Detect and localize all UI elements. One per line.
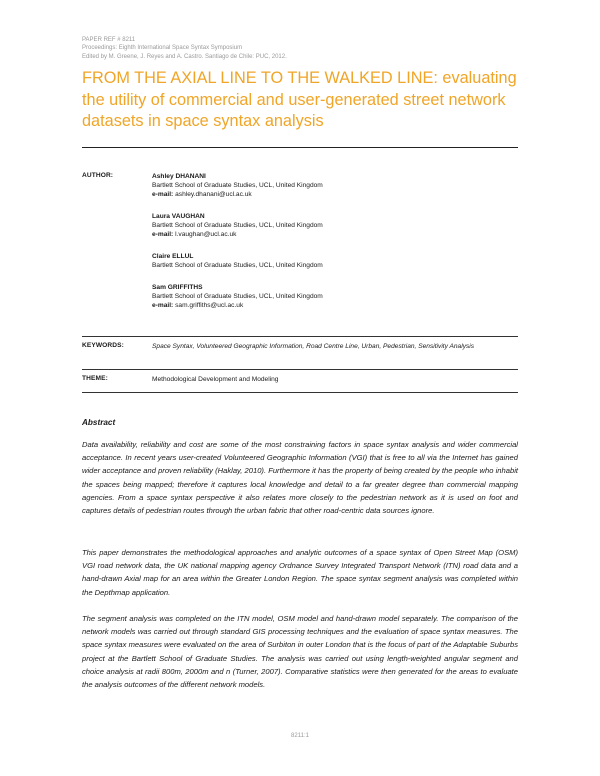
author-email-line	[152, 190, 518, 199]
author-entry	[152, 283, 518, 310]
author-affiliation: Bartlett School of Graduate Studies, UCL, United Kingdom	[152, 222, 323, 229]
author-email[interactable]: sam.griffiths@ucl.ac.uk	[175, 302, 244, 309]
author-list	[152, 172, 518, 323]
abstract-paragraph: The segment analysis was completed on the ITN model, OSM model and hand-drawn model separately. The comparison of the network models was carried out through standard GIS processing techniques and the evaluation of space syntax measures. The space syntax measures were evaluated on the area of Surbiton in outer London that is the focus of part of the Adaptable Suburbs project at the Bartlett School of Graduate Studies. The analysis was carried out using length-weighted angular segment and choice analysis at radii 800m, 2000m and n (Turner, 2007). Comparative statistics were then generated for the areas to evaluate the analysis outcomes of the different network models.	[82, 614, 518, 690]
abstract-paragraph: Data availability, reliability and cost are some of the most constraining factors in space syntax analysis and wider commercial acceptance. In recent years user-created Volunteered Geographic Information (VGI) that is free to all via the Internet has gained wider acceptance and proven reliability (Haklay, 2010). Furthermore it has the property of being created by the people who inhabit the spaces being mapped; therefore it captures local knowledge and detail to a far greater degree than commercial mapping agencies. From a space syntax perspective it also relates more closely to the pedestrian network as it is used on foot and captures details of pedestrian routes through the urban fabric that other road-centric data sources ignore.	[82, 440, 518, 516]
author-name: Ashley DHANANI	[152, 173, 206, 180]
editors-line: Edited by M. Greene, J. Reyes and A. Castro. Santiago de Chile: PUC, 2012.	[82, 53, 287, 60]
author-affiliation: Bartlett School of Graduate Studies, UCL, United Kingdom	[152, 293, 323, 300]
theme-value: Methodological Development and Modeling	[152, 376, 279, 383]
author-email-line	[152, 301, 518, 310]
author-entry	[152, 252, 518, 270]
author-affiliation: Bartlett School of Graduate Studies, UCL, United Kingdom	[152, 262, 323, 269]
proceedings-line: Proceedings: Eighth International Space Syntax Symposium	[82, 45, 243, 52]
divider	[82, 392, 518, 393]
keywords-label: KEYWORDS:	[82, 342, 124, 349]
author-email[interactable]: ashley.dhanani@ucl.ac.uk	[175, 191, 252, 198]
author-name: Sam GRIFFITHS	[152, 284, 203, 291]
author-email[interactable]: l.vaughan@ucl.ac.uk	[175, 231, 237, 238]
divider	[82, 369, 518, 370]
theme-label: THEME:	[82, 375, 108, 382]
abstract-heading: Abstract	[82, 418, 116, 427]
email-label: e-mail:	[152, 231, 174, 238]
author-affiliation: Bartlett School of Graduate Studies, UCL, United Kingdom	[152, 182, 323, 189]
author-entry	[152, 172, 518, 199]
keywords-value: Space Syntax, Volunteered Geographic Information, Road Centre Line, Urban, Pedestrian, Sensitivity Analysis	[152, 343, 475, 350]
paper-header	[82, 36, 287, 61]
author-name: Laura VAUGHAN	[152, 213, 205, 220]
abstract-paragraph: This paper demonstrates the methodological approaches and analytic outcomes of a space syntax of Open Street Map (OSM) VGI road network data, the UK national mapping agency Ordnance Survey Integrated Transport Network (ITN) road data and a hand-drawn Axial map for an area within the Greater London Region. The space syntax segment analysis was completed within the Depthmap application.	[82, 548, 518, 597]
author-email-line	[152, 230, 518, 239]
email-label: e-mail:	[152, 302, 174, 309]
paper-title: FROM THE AXIAL LINE TO THE WALKED LINE: evaluating the utility of commercial and user-generated street network datasets in space syntax analysis	[82, 69, 517, 130]
email-label: e-mail:	[152, 191, 174, 198]
title-divider	[82, 147, 518, 148]
divider	[82, 336, 518, 337]
author-name: Claire ELLUL	[152, 253, 194, 260]
paper-page	[82, 0, 518, 776]
author-label: AUTHOR:	[82, 172, 114, 179]
page-number: 8211:1	[291, 733, 309, 739]
paper-ref: PAPER REF # 8211	[82, 37, 136, 43]
author-entry	[152, 212, 518, 239]
